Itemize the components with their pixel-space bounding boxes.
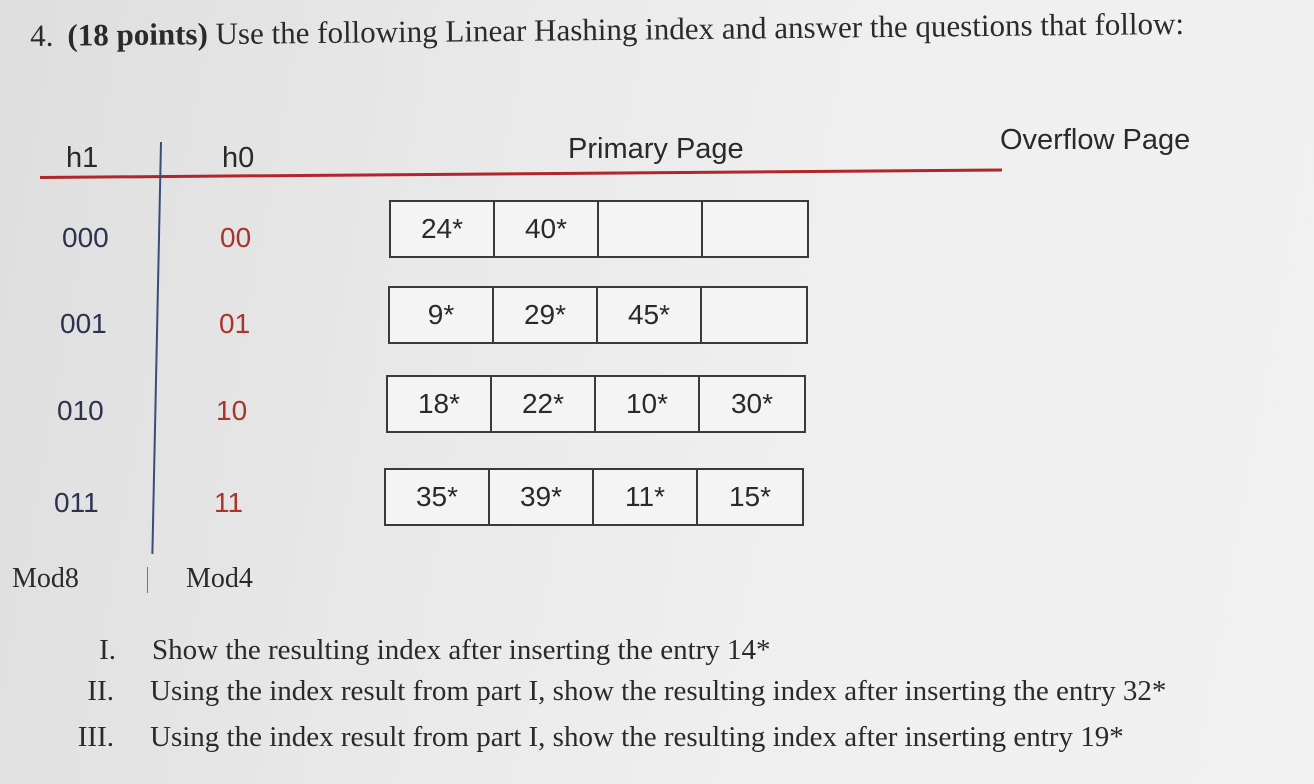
h0-value-row-3: 11 xyxy=(214,487,244,518)
bucket-entry: 11* xyxy=(594,470,698,524)
question-title xyxy=(30,6,1184,54)
question-points: (18 points) xyxy=(67,16,208,53)
column-divider xyxy=(151,142,162,554)
h0-value-row-0: 00 xyxy=(220,222,252,253)
h1-value-row-2: 010 xyxy=(57,395,104,426)
part-numeral: I. xyxy=(99,634,116,666)
header-primary-page: Primary Page xyxy=(568,133,744,165)
part-text: Show the resulting index after inserting the entry 14* xyxy=(152,634,771,666)
part-numeral: II. xyxy=(87,675,114,707)
bucket-entry: 22* xyxy=(492,377,596,431)
h1-value-row-0: 000 xyxy=(62,222,109,253)
h1-value-row-3: 011 xyxy=(54,487,99,518)
h1-value-row-1: 001 xyxy=(60,308,107,339)
mod-label-h0: Mod4 xyxy=(186,563,253,594)
part-numeral: III. xyxy=(77,721,114,753)
bucket-entry: 35* xyxy=(386,470,490,524)
bucket-entry: 10* xyxy=(596,377,700,431)
bucket-entry: 30* xyxy=(730,388,774,419)
primary-bucket-0 xyxy=(389,200,809,258)
bucket-entry: 39* xyxy=(490,470,594,524)
bucket-entry: 40* xyxy=(495,202,599,256)
bucket-entry: 9* xyxy=(390,288,494,342)
bucket-entry: 45* xyxy=(598,288,702,342)
primary-bucket-1 xyxy=(388,286,808,344)
bucket-entry: 24* xyxy=(391,202,495,256)
header-overflow-page: Overflow Page xyxy=(1000,124,1191,156)
header-h0: h0 xyxy=(222,142,255,174)
bucket-entry xyxy=(703,202,807,256)
primary-bucket-2 xyxy=(386,375,806,433)
bucket-entry: 15* xyxy=(728,481,772,512)
primary-bucket-3 xyxy=(384,468,804,526)
header-h1: h1 xyxy=(66,142,99,174)
bucket-entry xyxy=(599,202,703,256)
part-text: Using the index result from part I, show the resulting index after inserting the entry 32* xyxy=(150,675,1167,707)
question-number: 4. xyxy=(30,17,54,53)
h0-value-row-2: 10 xyxy=(216,395,248,426)
h0-value-row-1: 01 xyxy=(219,308,251,339)
question-text: Use the following Linear Hashing index and answer the questions that follow: xyxy=(215,5,1185,52)
header-underline xyxy=(40,168,1002,179)
part-text: Using the index result from part I, show the resulting index after inserting entry 19* xyxy=(150,721,1124,753)
mod-separator xyxy=(147,567,148,593)
mod-label-h1: Mod8 xyxy=(12,563,79,594)
bucket-entry: 29* xyxy=(494,288,598,342)
bucket-entry xyxy=(702,288,806,342)
bucket-entry: 18* xyxy=(388,377,492,431)
